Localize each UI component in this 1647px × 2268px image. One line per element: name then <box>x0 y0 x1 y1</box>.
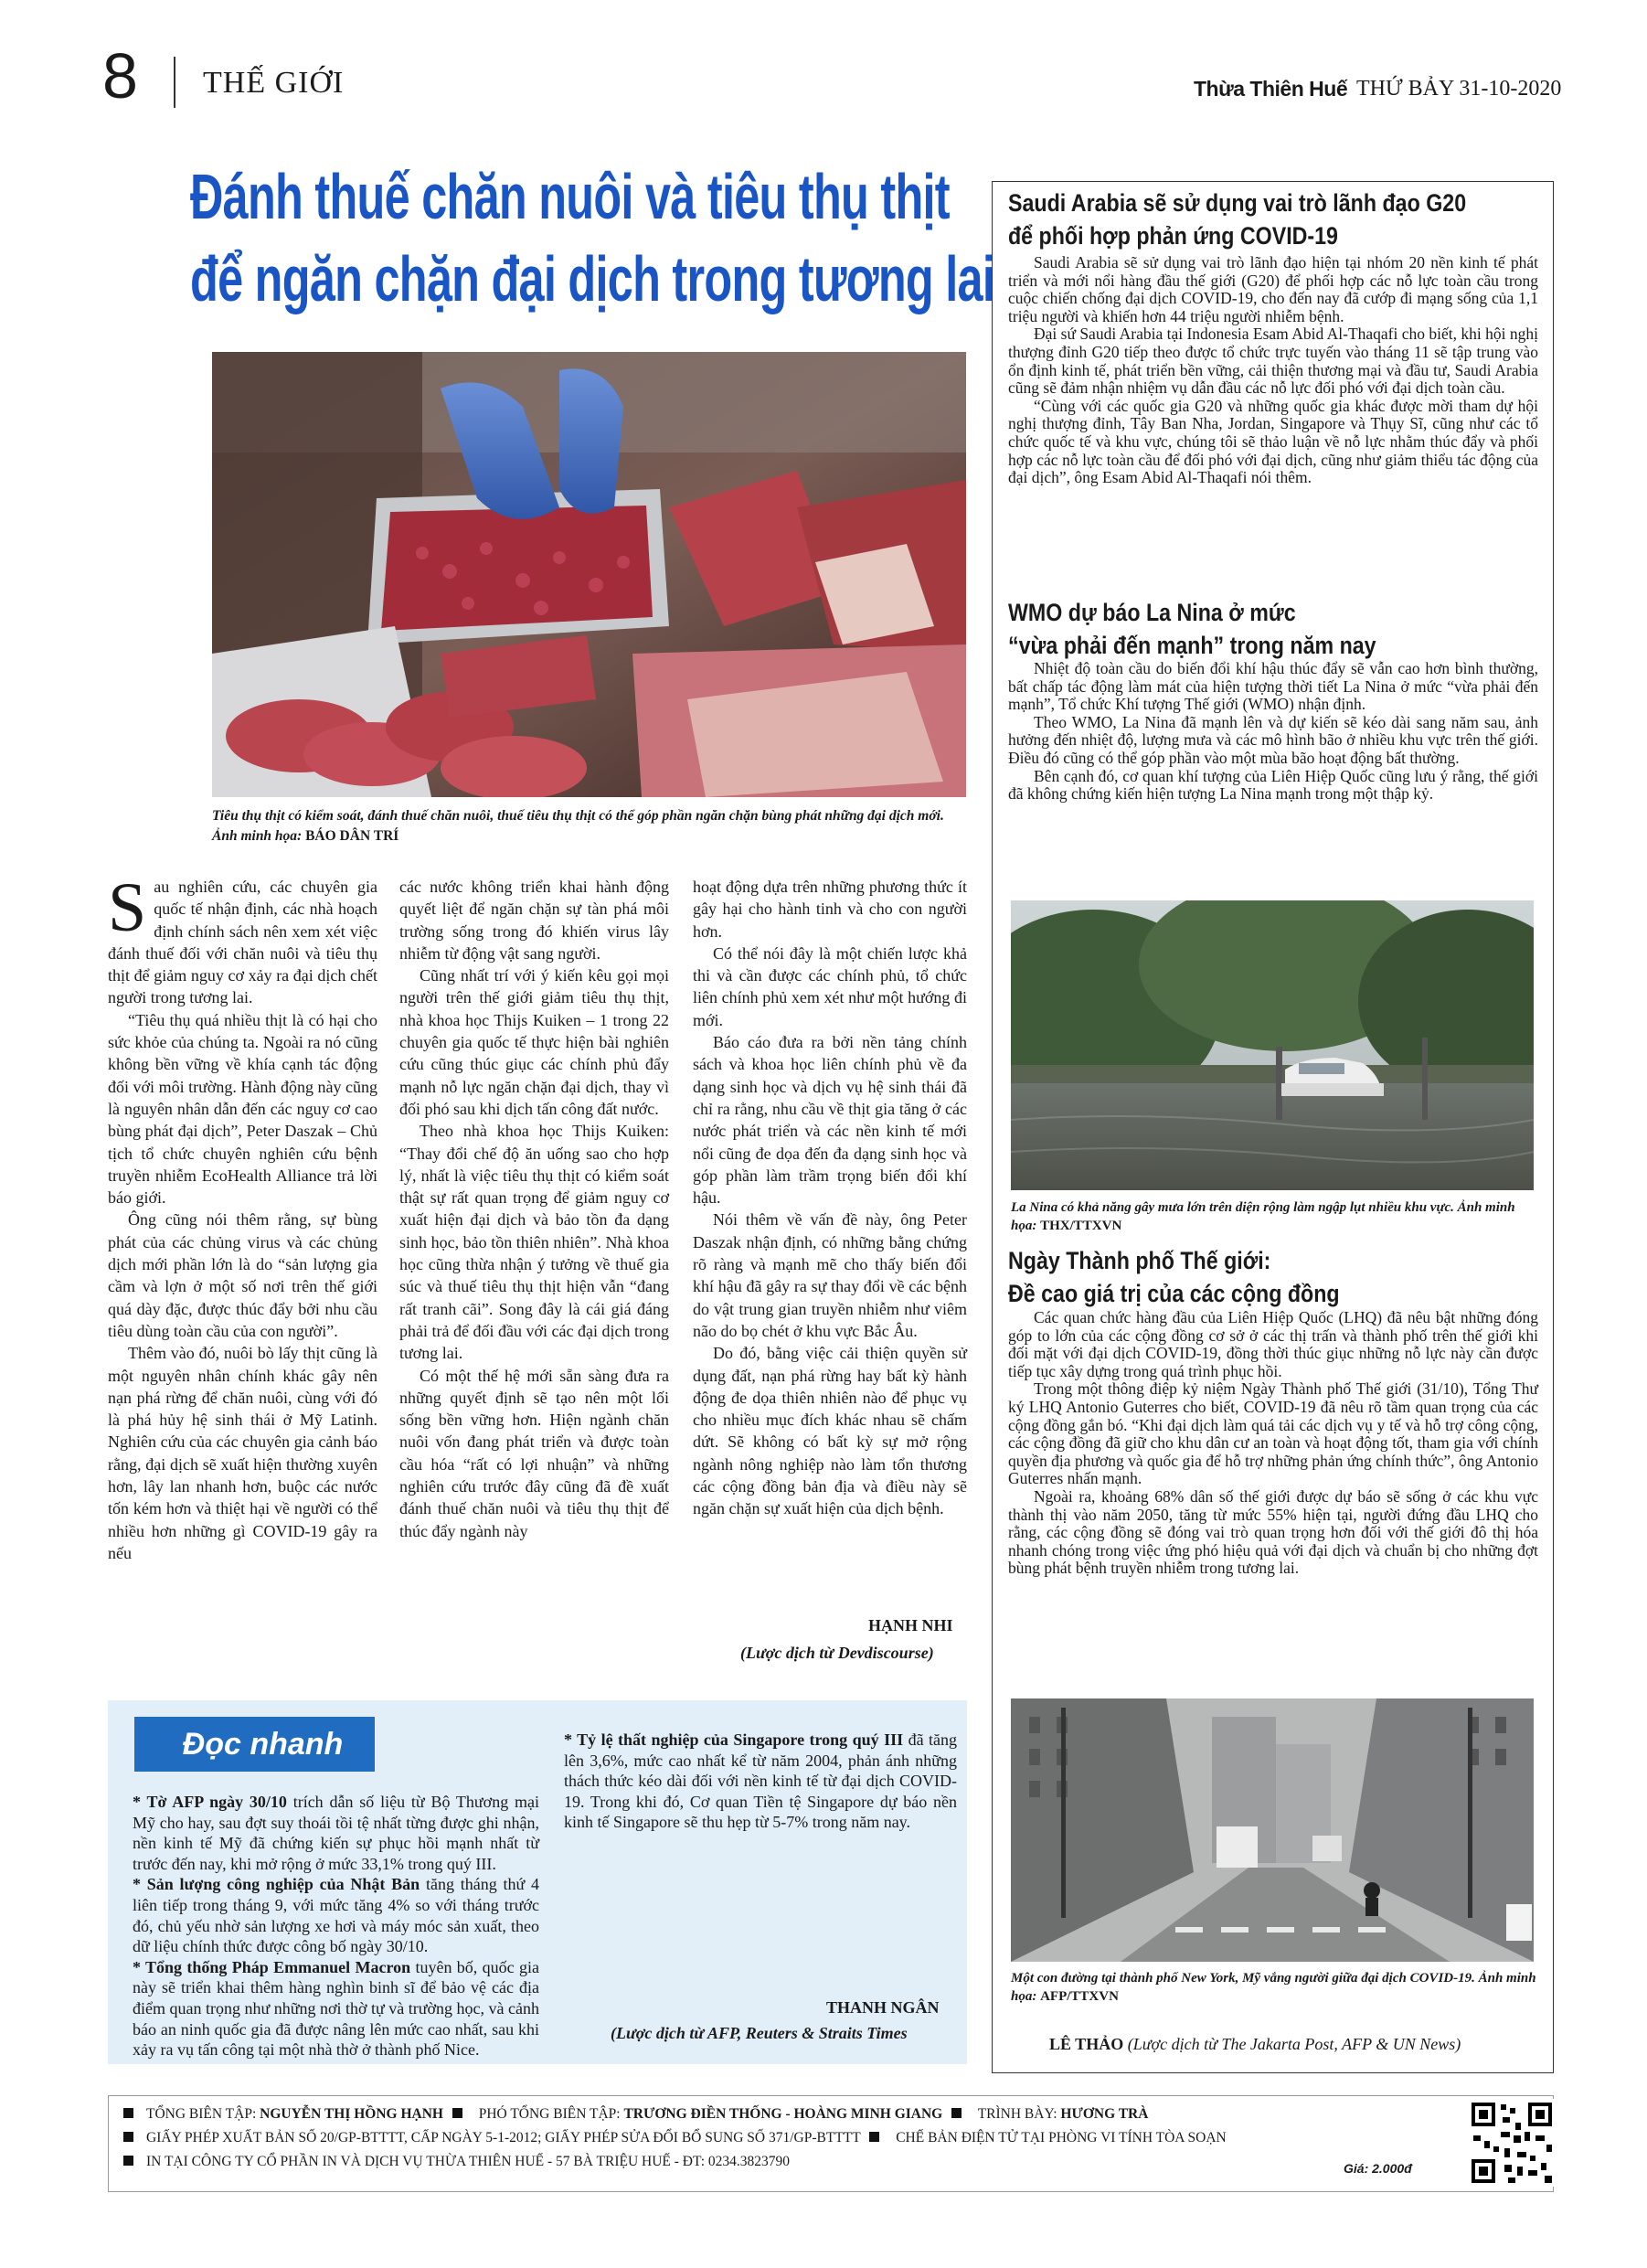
headline-line-2: để ngăn chặn đại dịch trong tương lai <box>190 243 995 314</box>
article-paragraph: Đại sứ Saudi Arabia tại Indonesia Esam Abid Al-Thaqafi cho biết, khi hội nghị thượng đỉnh G20 tiếp theo được tổ chức trực tuyến vào tháng 11 sẽ tập trung vào ổn định kinh tế, phát triển bền vững, cải thiện thương mại và đầu tư, Saudi Arabia cũng sẽ đảm nhận nhiệm vụ dẫn đầu các nỗ lực đối phó với đại dịch toàn cầu. <box>1008 325 1538 398</box>
quick-news-item: * Tờ AFP ngày 30/10 trích dẫn số liệu từ Bộ Thương mại Mỹ cho hay, sau đợt suy thoái tồi tệ nhất từng được ghi nhận, nền kinh tế Mỹ đã chứng kiến sự phục hồi mạnh nhất từ trước đến nay, khi mở rộng ở mức 33,1% trong quý III. <box>133 1793 539 1873</box>
article-paragraph: các nước không triển khai hành động quyết liệt để ngăn chặn sự tàn phá môi trường sống trong đó khiến virus lây nhiễm từ động vật sang người. <box>399 878 669 963</box>
article-column-1 <box>108 869 377 1564</box>
section-title: THẾ GIỚI <box>203 66 345 100</box>
article-paragraph: Có thể nói đây là một chiến lược khả thi và cần được các chính phủ, tổ chức liên chính phủ xem xét như một hướng đi mới. <box>693 943 967 1029</box>
bullet-square-icon <box>869 2132 879 2142</box>
price-label: Giá: 2.000đ <box>1344 2161 1412 2176</box>
article-paragraph: Báo cáo đưa ra bởi nền tảng chính sách và khoa học liên chính phủ về đa dạng sinh học và dịch vụ hệ sinh thái đã chỉ ra rằng, nhu cầu về thịt gia tăng ở các nước phát triển và các nền kinh tế mới nổi cũng đe dọa đến đa dạng sinh học và góp phần làm trầm trọng biến đổi khí hậu. <box>693 1033 967 1208</box>
meat-counter-photo <box>212 352 966 797</box>
quick-news-item: * Sản lượng công nghiệp của Nhật Bản tăng tháng thứ 4 liên tiếp trong tháng 9, với mức tăng 4% so với tháng trước đó, chủ yếu nhờ sản lượng xe hơi và máy móc sản xuất, theo dữ liệu chính thức được công bố ngày 30/10. <box>133 1875 539 1956</box>
article-paragraph: Nói thêm về vấn đề này, ông Peter Daszak nhận định, có những bằng chứng rõ ràng và mạnh mẽ cho thấy biến đổi khí hậu đã gây ra sự thay đổi về các bệnh do vật trung gian truyền nhiễm như viêm não do bọ chét ở khu vực Bắc Âu. <box>693 1210 967 1340</box>
article-paragraph: Ngoài ra, khoảng 68% dân số thế giới được dự báo sẽ sống ở các khu vực thành thị vào năm 2050, tăng từ mức 55% hiện tại, người đứng đầu LHQ cho rằng, các cộng đồng sẽ đóng vai trò quan trọng hơn đối với thế giới đô thị hóa nhanh chóng trong việc ứng phó hiệu quả với đại dịch và chuẩn bị cho những đợt bùng phát bệnh truyền nhiễm trong tương lai. <box>1008 1486 1538 1578</box>
article-paragraph: hoạt động dựa trên những phương thức ít gây hại cho hành tinh và cho con người hơn. <box>693 878 967 941</box>
flood-photo-caption: La Nina có khả năng gây mưa lớn trên diện rộng làm ngập lụt nhiều khu vực. Ảnh minh họa: THX/TTXVN <box>1011 1200 1515 1233</box>
article-paragraph: Do đó, bằng việc cải thiện quyền sử dụng đất, nạn phá rừng hay bất kỳ hành động đe dọa thiên nhiên nào để phục vụ cho nhiều mục đích khác nhau sẽ chấm dứt. Sẽ không có bất kỳ sự mở rộng ngành nông nghiệp nào làm tổn thương các cộng đồng bản địa và điều này sẽ ngăn chặn sự xuất hiện của dịch bệnh. <box>693 1344 967 1518</box>
quick-news-source: (Lược dịch từ AFP, Reuters & Straits Times <box>611 2024 908 2042</box>
article-paragraph: Trong một thông điệp kỷ niệm Ngày Thành phố Thế giới (31/10), Tổng Thư ký LHQ Antonio Guterres cho biết, COVID-19 đã nêu rõ tầm quan trọng của các cộng đồng gắn bó. “Khi đại dịch làm quá tải các dịch vụ y tế và hỗ trợ công cộng, các cộng đồng đã giữ cho khu dân cư an toàn và hoạt động tốt, tham gia với chính quyền địa phương và quốc gia để hỗ trợ những phản ứng chính thức”, ông Antonio Guterres nhấn mạnh. <box>1008 1379 1538 1488</box>
quick-news-item: * Tổng thống Pháp Emmanuel Macron tuyên bố, quốc gia này sẽ triển khai thêm hàng nghìn binh sĩ để bảo vệ các địa điểm quan trọng như những nơi thờ tự và trường học, và cảnh báo an ninh quốc gia đã được nâng lên mức cao nhất, sau khi xảy ra vụ tấn công tại một nhà thờ ở thành phố Nice. <box>133 1957 539 2060</box>
article-paragraph: Bên cạnh đó, cơ quan khí tượng của Liên Hiệp Quốc cũng lưu ý rằng, thế giới đã không chứng kiến hiện tượng La Nina mạnh trong một thập kỷ. <box>1008 766 1538 804</box>
footer-line-2: GIẤY PHÉP XUẤT BẢN SỐ 20/GP-BTTTT, CẤP NGÀY 5-1-2012; GIẤY PHÉP SỬA ĐỔI BỔ SUNG SỐ 371/GP-BTTTT CHẾ BẢN ĐIỆN TỬ TẠI PHÒNG VI TÍNH TÒA SOẠN <box>123 2130 1227 2146</box>
article-paragraph: Có một thế hệ mới sẵn sàng đưa ra những quyết định sẽ tạo nên một lối sống bền vững hơn. Hiện ngành chăn nuôi vốn đang phát triển và được toàn cầu hóa “rất có lợi nhuận” và những nghiên cứu trước đây cũng đã đề xuất đánh thuế chăn nuôi và tiêu thụ thịt để thúc đẩy ngành này <box>399 1366 669 1540</box>
article-source: (Lược dịch từ Devdiscourse) <box>740 1644 934 1662</box>
quick-news-column-2 <box>564 1730 957 1833</box>
bullet-square-icon <box>452 2108 462 2118</box>
qr-code-icon <box>1468 2099 1556 2187</box>
quick-news-column-1 <box>133 1792 539 2060</box>
article-column-3 <box>693 876 967 1520</box>
sidebar-byline: LÊ THẢO (Lược dịch từ The Jakarta Post, AFP & UN News) <box>1049 2035 1461 2053</box>
article-paragraph: Ông cũng nói thêm rằng, sự bùng phát của các chủng virus và các chủng dịch mới phần lớn là do “sản lượng gia cầm và lợn ở một số nơi trên thế giới quá dày đặc, được thúc đẩy bởi nhu cầu tiêu dùng toàn cầu của con người”. <box>108 1210 377 1340</box>
new-york-street-photo <box>1011 1698 1534 1962</box>
article-paragraph: Theo WMO, La Nina đã mạnh lên và dự kiến sẽ kéo dài sang năm sau, ảnh hưởng đến nhiệt độ, lượng mưa và các mô hình bão ở nhiều khu vực trên thế giới. Điều đó cũng có thể góp phần vào một mùa bão hoạt động bất thường. <box>1008 712 1538 767</box>
bullet-square-icon <box>123 2132 133 2142</box>
flood-photo <box>1011 900 1534 1190</box>
article-paragraph: Sau nghiên cứu, các chuyên gia quốc tế nhận định, các nhà hoạch định chính sách nên xem xét việc đánh thuế đối với chăn nuôi và tiêu thụ thịt để giảm nguy cơ xảy ra đại dịch chết người trong tương lai. <box>108 869 377 1007</box>
sidebar-article-3-body <box>1008 1309 1538 1578</box>
bullet-square-icon <box>123 2156 133 2166</box>
footer-line-1: TỔNG BIÊN TẬP: NGUYỄN THỊ HỒNG HẠNH PHÓ TỔNG BIÊN TẬP: TRƯƠNG ĐIỀN THỐNG - HOÀNG MINH GIANG TRÌNH BÀY: HƯƠNG TRÀ <box>123 2106 1148 2123</box>
drop-cap: S <box>108 869 147 946</box>
footer-line-3: IN TẠI CÔNG TY CỔ PHẦN IN VÀ DỊCH VỤ THỪA THIÊN HUẾ - 57 BÀ TRIỆU HUẾ - ĐT: 0234.3823790 <box>123 2154 790 2170</box>
main-photo-caption <box>212 806 971 847</box>
sidebar-article-2-title: WMO dự báo La Nina ở mức “vừa phải đến mạnh” trong năm nay <box>1008 599 1376 659</box>
sidebar-article-2-body <box>1008 660 1538 804</box>
article-column-2 <box>399 876 669 1542</box>
sidebar-article-1-title: Saudi Arabia sẽ sử dụng vai trò lãnh đạo G20 để phối hợp phản ứng COVID-19 <box>1008 189 1467 250</box>
caption-credit: BÁO DÂN TRÍ <box>305 828 399 844</box>
headline-line-1: Đánh thuế chăn nuôi và tiêu thụ thịt <box>190 161 950 232</box>
newspaper-name: Thừa Thiên Huế <box>1194 77 1348 101</box>
article-paragraph: Cũng nhất trí với ý kiến kêu gọi mọi người trên thế giới giảm tiêu thụ thịt, nhà khoa học Thijs Kuiken – 1 trong 22 chuyên gia quốc tế thực hiện bài nghiên cứu cũng thúc giục các chính phủ đẩy mạnh nỗ lực ngăn chặn đại dịch, thay vì đối phó sau khi dịch tấn công đất nước. <box>399 966 669 1118</box>
bullet-square-icon <box>951 2108 962 2118</box>
new-york-photo-caption: Một con đường tại thành phố New York, Mỹ vắng người giữa đại dịch COVID-19. Ảnh minh họa: AFP/TTXVN <box>1011 1971 1536 2004</box>
issue-date: THỨ BẢY 31-10-2020 <box>1356 77 1562 101</box>
header-divider <box>174 57 175 108</box>
sidebar-article-3-title: Ngày Thành phố Thế giới: Đề cao giá trị của các cộng đồng <box>1008 1247 1340 1307</box>
caption-text: Tiêu thụ thịt có kiểm soát, đánh thuế chăn nuôi, thuế tiêu thụ thịt có thể góp phần ngăn chặn bùng phát những đại dịch mới. Ảnh minh họa: <box>212 808 944 844</box>
article-paragraph: “Cùng với các quốc gia G20 và những quốc gia khác được mời tham dự hội nghị thượng đỉnh, Tây Ban Nha, Jordan, Singapore và Thụy Sĩ, cũng như các tổ chức quốc tế và khu vực, chúng tôi sẽ thảo luận về nỗ lực nhằm thúc đẩy và phối hợp các nỗ lực toàn cầu để đối phó với đại dịch, cũng như giảm thiểu tác động của đại dịch”, ông Esam Abid Al-Thaqafi nói thêm. <box>1008 396 1538 487</box>
article-paragraph: Các quan chức hàng đầu của Liên Hiệp Quốc (LHQ) đã nêu bật những đóng góp to lớn của các cộng đồng cơ sở ở các thị trấn và thành phố trên thế giới khi đối mặt với đại dịch COVID-19, đồng thời thúc giục những nỗ lực này cần được tiếp tục xây dựng trong quá trình phục hồi. <box>1008 1308 1538 1380</box>
article-paragraph: “Tiêu thụ quá nhiều thịt là có hại cho sức khỏe của chúng ta. Ngoài ra nó cũng không bền vững về khía cạnh tác động đối với môi trường. Hành động này cũng là nguyên nhân dẫn đến các nguy cơ cao bùng phát đại dịch”, Peter Daszak – Chủ tịch tổ chức chuyên nghiên cứu bệnh truyền nhiễm EcoHealth Alliance trả lời báo giới. <box>108 1010 377 1208</box>
page-number: 8 <box>102 40 138 112</box>
sidebar-article-1-body <box>1008 254 1538 487</box>
article-paragraph: Nhiệt độ toàn cầu do biến đổi khí hậu thúc đẩy sẽ vẫn cao hơn bình thường, bất chấp tác động làm mát của hiện tượng thời tiết La Nina ở mức “vừa phải đến mạnh”, Tổ chức Khí tượng Thế giới (WMO) nhận định. <box>1008 659 1538 714</box>
article-byline: HẠNH NHI <box>868 1616 953 1634</box>
article-paragraph: Saudi Arabia sẽ sử dụng vai trò lãnh đạo hiện tại nhóm 20 nền kinh tế phát triển và mới nổi hàng đầu thế giới (G20) để phối hợp các nỗ lực toàn cầu trong cuộc chiến chống đại dịch COVID-19, cho đến nay đã cướp đi mạng sống của 1,1 triệu người và khiến hơn 44 triệu người nhiễm bệnh. <box>1008 253 1538 325</box>
quick-news-byline: THANH NGÂN <box>826 1998 940 2017</box>
main-headline <box>190 155 995 320</box>
quick-news-item: * Tỷ lệ thất nghiệp của Singapore trong quý III đã tăng lên 3,6%, mức cao nhất kể từ năm 2004, phản ánh những thách thức kéo dài đối với nền kinh tế từ đại dịch COVID-19. Trong khi đó, Cơ quan Tiền tệ Singapore dự báo nền kinh tế Singapore sẽ thu hẹp từ 5-7% trong năm nay. <box>564 1730 957 1832</box>
article-paragraph: Theo nhà khoa học Thijs Kuiken: “Thay đổi chế độ ăn uống sao cho hợp lý, nhất là việc tiêu thụ thịt có kiểm soát thật sự rất quan trọng để giảm nguy cơ xuất hiện đại dịch và bảo tồn đa dạng sinh học, bảo tồn thiên nhiên”. Nhà khoa học cũng thừa nhận ý tưởng về thuế gia súc và thuế tiêu thụ thịt hiện vẫn “đang rất tranh cãi”. Song đây là cái giá đáng phải trả để đối đầu với các đại dịch trong tương lai. <box>399 1122 669 1363</box>
article-paragraph: Thêm vào đó, nuôi bò lấy thịt cũng là một nguyên nhân chính khác gây nên nạn phá rừng để chăn nuôi, cùng với đó là phá hủy hệ sinh thái ở Mỹ Latinh. Nghiên cứu của các chuyên gia cảnh báo rằng, đại dịch sẽ xuất hiện thường xuyên hơn, lây lan nhanh hơn, buộc các nước tốn kém hơn và thiệt hại về người có thể nhiều hơn những gì COVID-19 gây ra nếu <box>108 1344 377 1562</box>
quick-news-title: Đọc nhanh <box>182 1727 344 1762</box>
bullet-square-icon <box>123 2108 133 2118</box>
